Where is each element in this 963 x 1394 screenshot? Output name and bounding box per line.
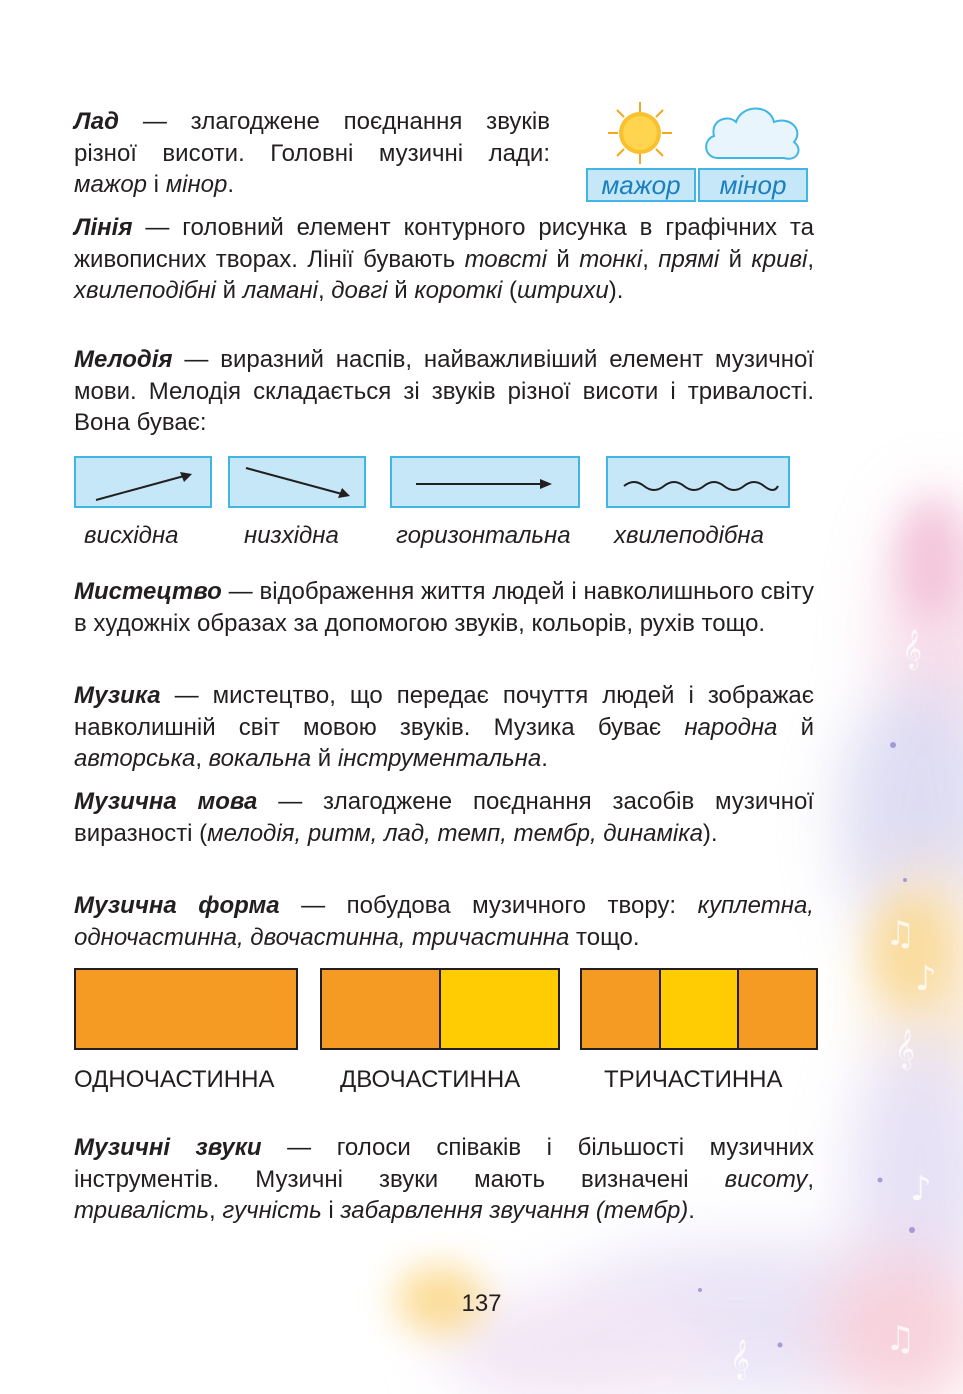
svg-text:♪: ♪ xyxy=(915,959,937,999)
svg-text:♫: ♫ xyxy=(885,1319,916,1359)
svg-text:𝄞: 𝄞 xyxy=(902,629,923,669)
term-liniya: Лінія xyxy=(74,214,133,241)
definition-muzyka: Музика — мистецтво, що передає почуття людей і зображає навколишній світ мовою звуків. Музика буває народна й авторська, вокальна й інструментальна. xyxy=(74,682,815,772)
form-label-three-part: ТРИЧАСТИННА xyxy=(604,1066,783,1093)
definition-muz-forma: Музична форма — побудова музичного твору: куплетна, одночастинна, двочастинна, тричастинна тощо. xyxy=(74,892,814,951)
svg-text:♪: ♪ xyxy=(910,1169,932,1209)
definition-liniya: Лінія — головний елемент контурного рисунка в графічних та живописних творах. Лінії бувають товсті й тонкі, прямі й криві, хвилеподібні й ламані, довгі й короткі (штрихи). xyxy=(74,214,814,304)
term-muz-zvuky: Музичні звуки xyxy=(74,1134,262,1161)
definition-muz-mova: Музична мова — злагоджене поєднання засобів музичної виразності (мелодія, ритм, лад, темп, тембр, динаміка). xyxy=(74,788,815,847)
term-mystetstvo: Мистецтво xyxy=(74,578,222,605)
cloud-icon xyxy=(700,96,806,166)
three-part-form-diagram xyxy=(580,968,818,1050)
two-part-form-diagram xyxy=(320,968,560,1050)
svg-text:𝄞: 𝄞 xyxy=(730,1339,751,1379)
form-part-b xyxy=(439,970,558,1048)
form-part-a xyxy=(582,970,659,1048)
one-part-form-diagram xyxy=(74,968,298,1050)
melody-label-horizontal: горизонтальна xyxy=(396,522,571,549)
melody-label-ascending: висхідна xyxy=(84,522,179,549)
sun-icon xyxy=(604,100,676,166)
minor-label: мінор xyxy=(698,168,808,202)
horizontal-melody-diagram xyxy=(390,456,580,508)
form-part-a-repeat xyxy=(737,970,816,1048)
form-part-b xyxy=(659,970,738,1048)
page-number: 137 xyxy=(461,1290,502,1317)
ascending-melody-diagram xyxy=(74,456,212,508)
term-muz-forma: Музична форма xyxy=(74,892,280,919)
melody-label-wavy: хвилеподібна xyxy=(614,522,764,549)
svg-text:𝄞: 𝄞 xyxy=(895,1029,916,1069)
melody-label-descending: низхідна xyxy=(244,522,339,549)
major-label: мажор xyxy=(586,168,696,202)
definition-melodiya: Мелодія — виразний наспів, найважливіший елемент музичної мови. Мелодія складається зі звуків різної висоти і тривалості. Вона буває: xyxy=(74,346,814,436)
definition-lad: Лад — злагоджене поєднання звуків різної висоти. Головні музичні лади: мажор і мінор. xyxy=(74,108,550,198)
form-label-two-part: ДВОЧАСТИННА xyxy=(340,1066,521,1093)
definition-mystetstvo: Мистецтво — відображення життя людей і навколишнього світу в художніх образах за допомогою звуків, кольорів, рухів тощо. xyxy=(74,578,814,637)
term-muz-mova: Музична мова xyxy=(74,788,258,815)
svg-text:♫: ♫ xyxy=(885,914,916,954)
definition-muz-zvuky: Музичні звуки — голоси співаків і більшості музичних інструментів. Музичні звуки мають визначені висоту, тривалість, гучність і забарвлення звучання (тембр). xyxy=(74,1134,814,1224)
descending-melody-diagram xyxy=(228,456,366,508)
form-part-a xyxy=(76,970,296,1048)
term-melodiya: Мелодія xyxy=(74,346,173,373)
term-muzyka: Музика xyxy=(74,682,161,709)
wavy-melody-diagram xyxy=(606,456,790,508)
term-lad: Лад xyxy=(74,108,119,135)
form-part-a xyxy=(322,970,439,1048)
form-label-one-part: ОДНОЧАСТИННА xyxy=(74,1066,275,1093)
